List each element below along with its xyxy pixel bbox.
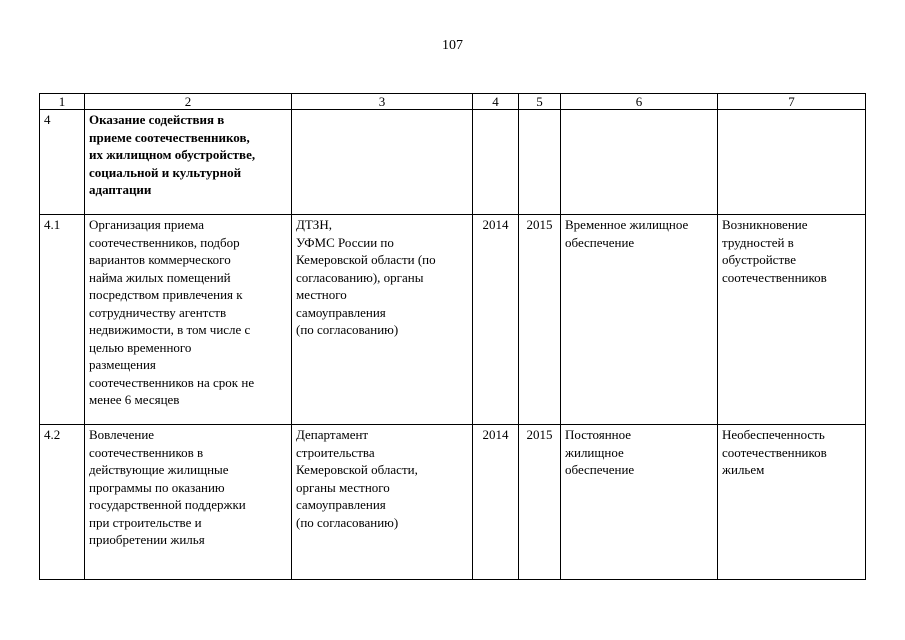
section-number: 4 xyxy=(40,110,85,215)
row-executors: Департамент строительства Кемеровской области, органы местного самоуправления (по согласованию) xyxy=(292,425,473,580)
section-empty-cell xyxy=(718,110,866,215)
row-end-year: 2015 xyxy=(519,215,561,425)
row-end-year: 2015 xyxy=(519,425,561,580)
header-col-6: 6 xyxy=(561,94,718,110)
section-row xyxy=(40,110,866,215)
row-risk: Возникновение трудностей в обустройстве соотечественников xyxy=(718,215,866,425)
row-activity: Вовлечение соотечественников в действующие жилищные программы по оказанию государственной поддержки при строительстве и приобретении жилья xyxy=(85,425,292,580)
section-title: Оказание содействия в приеме соотечественников, их жилищном обустройстве, социальной и культурной адаптации xyxy=(85,110,292,215)
table-row xyxy=(40,215,866,425)
header-col-5: 5 xyxy=(519,94,561,110)
row-result: Постоянное жилищное обеспечение xyxy=(561,425,718,580)
row-start-year: 2014 xyxy=(473,215,519,425)
header-col-2: 2 xyxy=(85,94,292,110)
section-empty-cell xyxy=(561,110,718,215)
row-executors: ДТЗН, УФМС России по Кемеровской области (по согласованию), органы местного самоуправления (по согласованию) xyxy=(292,215,473,425)
header-col-7: 7 xyxy=(718,94,866,110)
page-number: 107 xyxy=(442,38,463,53)
row-risk: Необеспеченность соотечественников жильем xyxy=(718,425,866,580)
header-col-4: 4 xyxy=(473,94,519,110)
table-row xyxy=(40,425,866,580)
row-number: 4.2 xyxy=(40,425,85,580)
section-empty-cell xyxy=(519,110,561,215)
row-activity: Организация приема соотечественников, подбор вариантов коммерческого найма жилых помещений посредством привлечения к сотрудничеству агентств недвижимости, в том числе с целью временного размещения соотечественников на срок не менее 6 месяцев xyxy=(85,215,292,425)
section-empty-cell xyxy=(292,110,473,215)
program-table xyxy=(39,93,866,580)
header-row xyxy=(40,94,866,110)
row-number: 4.1 xyxy=(40,215,85,425)
row-start-year: 2014 xyxy=(473,425,519,580)
row-result: Временное жилищное обеспечение xyxy=(561,215,718,425)
header-col-3: 3 xyxy=(292,94,473,110)
section-empty-cell xyxy=(473,110,519,215)
header-col-1: 1 xyxy=(40,94,85,110)
